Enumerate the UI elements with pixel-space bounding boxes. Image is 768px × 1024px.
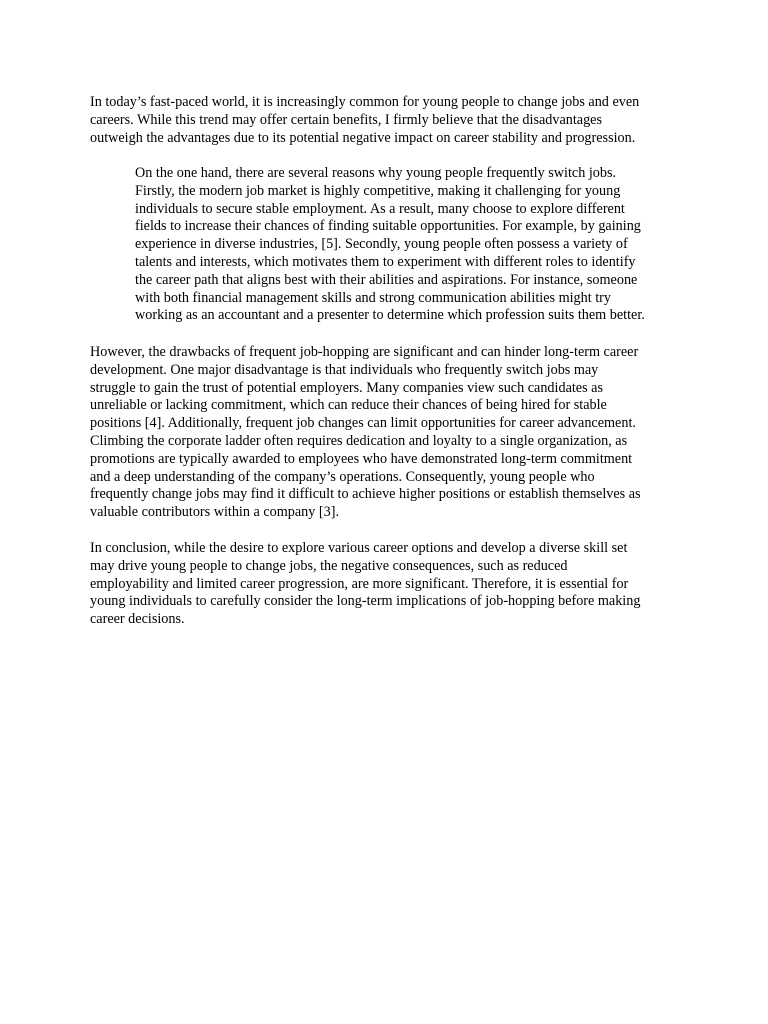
conclusion-paragraph xyxy=(90,540,640,629)
intro-paragraph xyxy=(90,94,639,147)
text-line: talents and interests, which motivates them to experiment with different roles to identify xyxy=(135,253,636,270)
text-line: and a deep understanding of the company’s operations. Consequently, young people who xyxy=(90,468,595,485)
text-line: However, the drawbacks of frequent job-hopping are significant and can hinder long-term career xyxy=(90,344,639,360)
text-line: with both financial management skills and strong communication abilities might try xyxy=(135,289,611,306)
text-line: experience in diverse industries, [5]. Secondly, young people often possess a variety of xyxy=(135,236,628,253)
text-line: valuable contributors within a company [3]. xyxy=(90,504,340,521)
text-line: On the one hand, there are several reasons why young people frequently switch jobs. xyxy=(135,165,617,181)
text-line: the career path that aligns best with their abilities and aspirations. For instance, someone xyxy=(135,271,638,288)
text-line: promotions are typically awarded to employees who have demonstrated long-term commitment xyxy=(90,450,633,467)
body-paragraph xyxy=(90,344,641,522)
text-line: struggle to gain the trust of potential employers. Many companies view such candidates as xyxy=(90,379,603,396)
text-line: Climbing the corporate ladder often requires dedication and loyalty to a single organization, as xyxy=(90,432,628,449)
text-line: working as an accountant and a presenter to determine which profession suits them better. xyxy=(135,307,645,324)
text-line: individuals to secure stable employment. As a result, many choose to explore different xyxy=(135,200,625,217)
text-line: may drive young people to change jobs, the negative consequences, such as reduced xyxy=(90,557,568,574)
text-line: outweigh the advantages due to its potential negative impact on career stability and progression. xyxy=(90,129,636,146)
text-line: careers. While this trend may offer certain benefits, I firmly believe that the disadvantages xyxy=(90,111,602,128)
text-line: In today’s fast-paced world, it is increasingly common for young people to change jobs and even xyxy=(90,94,640,110)
text-line: development. One major disadvantage is that individuals who frequently switch jobs may xyxy=(90,361,599,378)
text-line: employability and limited career progression, are more significant. Therefore, it is essential for xyxy=(90,575,629,592)
text-line: unreliable or lacking commitment, which can reduce their chances of being hired for stable xyxy=(90,397,607,414)
text-line: In conclusion, while the desire to explore various career options and develop a diverse skill set xyxy=(90,540,628,556)
text-line: young individuals to carefully consider the long-term implications of job-hopping before making xyxy=(90,593,641,610)
text-line: fields to increase their chances of finding suitable opportunities. For example, by gaining xyxy=(135,218,641,235)
text-line: positions [4]. Additionally, frequent job changes can limit opportunities for career advancement. xyxy=(90,415,636,432)
text-line: Firstly, the modern job market is highly competitive, making it challenging for young xyxy=(135,182,621,199)
text-line: career decisions. xyxy=(90,611,185,628)
text-line: frequently change jobs may find it difficult to achieve higher positions or establish themselves as xyxy=(90,486,641,503)
indented-body-paragraph xyxy=(135,165,645,325)
